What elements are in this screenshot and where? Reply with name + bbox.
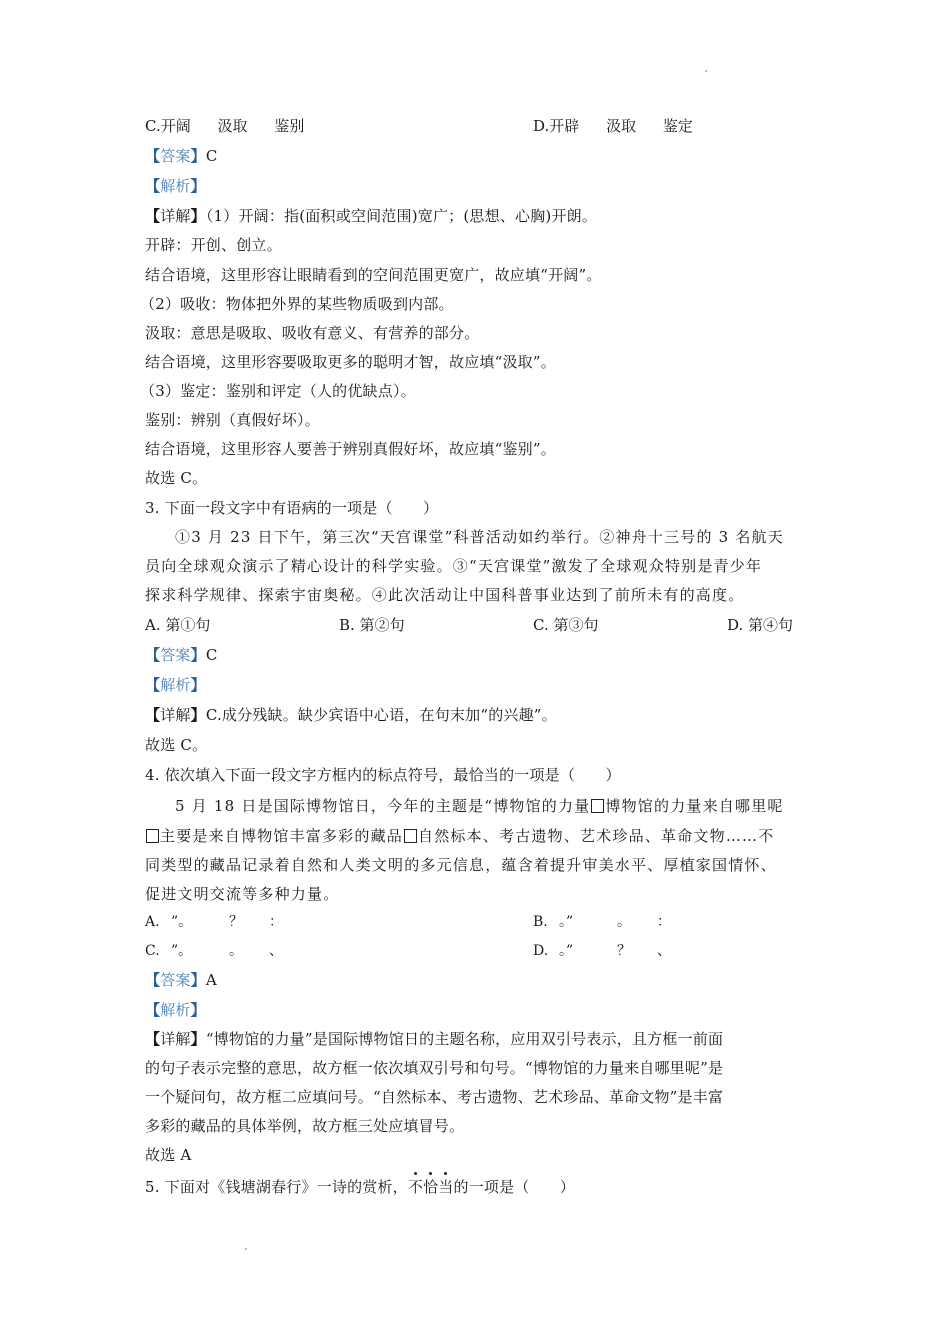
option-word: 汲取 [606, 117, 637, 135]
passage-line: 员向全球观众演示了精心设计的科学实验。③“天宫课堂”激发了全球观众特别是青少年 [145, 557, 763, 575]
option-word: 鉴别 [274, 117, 305, 135]
scan-mark [245, 1248, 247, 1250]
option-letter: C. [145, 943, 160, 959]
q3-option-a [145, 615, 210, 635]
q3-option-d [727, 615, 793, 635]
blank-box-1 [591, 799, 604, 813]
bracket: 【 [145, 676, 161, 694]
analysis-label-text: 解析 [160, 177, 191, 195]
q2-option-c [145, 116, 304, 136]
detail-line [145, 1029, 723, 1049]
passage-line: 探求科学规律、探索宇宙奥秘。④此次活动让中国科普事业达到了前所未有的高度。 [145, 586, 745, 604]
bracket: 】 [190, 147, 206, 165]
analysis-label [145, 176, 206, 196]
option-text: 第①句 [165, 616, 211, 634]
detail-text: 结合语境，这里形容人要善于辨别真假好坏，故应填“鉴别”。 [145, 440, 556, 458]
passage-line [175, 796, 784, 816]
option-text: 第③句 [553, 616, 599, 634]
option-punct: ： [269, 914, 283, 930]
option-punct: ”。 [171, 943, 193, 959]
q3-option-b [339, 615, 405, 635]
bracket: 】 [190, 1030, 206, 1048]
detail-text: “博物馆的力量”是国际博物馆日的主题名称，应用双引号表示，且方框一前面 [205, 1030, 724, 1048]
analysis-label-text: 解析 [160, 676, 191, 694]
analysis-label [145, 675, 206, 695]
conclusion-text: 故选 C。 [145, 469, 208, 487]
option-letter: C. [145, 117, 161, 135]
option-punct: ？ [229, 914, 243, 930]
option-word: 汲取 [217, 117, 248, 135]
option-letter: B. [533, 914, 548, 930]
option-letter: B. [339, 616, 355, 634]
option-punct: 。 [617, 914, 631, 930]
detail-text: 的句子表示完整的意思，故方框一依次填双引号和句号。“博物馆的力量来自哪里呢”是 [145, 1059, 724, 1077]
detail-text: C.成分残缺。缺少宾语中心语，在句末加“的兴趣”。 [205, 706, 557, 724]
question-stem: 3. 下面一段文字中有语病的一项是（ ） [145, 499, 439, 517]
option-punct: 、 [269, 943, 283, 959]
bracket: 【 [145, 1001, 161, 1019]
detail-text: 鉴别：辨别（真假好坏）。 [145, 411, 320, 429]
passage-line [145, 826, 774, 846]
bracket: 】 [190, 177, 206, 195]
answer-value: A [205, 971, 217, 989]
stem-text: 5. 下面对《钱塘湖春行》一诗的赏析， [145, 1178, 408, 1196]
option-punct: ？ [617, 943, 631, 959]
option-letter: D. [533, 943, 549, 959]
bracket: 】 [190, 971, 206, 989]
analysis-label-text: 解析 [160, 1001, 191, 1019]
bracket: 【 [145, 177, 161, 195]
option-punct: ”。 [171, 914, 193, 930]
detail-text: 一个疑问句，故方框二应填问号。“自然标本、考古遗物、艺术珍品、革命文物”是丰富 [145, 1088, 724, 1106]
answer-label-text: 答案 [160, 646, 191, 664]
blank-box-3 [404, 829, 417, 843]
bracket: 【 [145, 147, 161, 165]
detail-text: 多彩的藏品的具体举例，故方框三处应填冒号。 [145, 1117, 465, 1135]
answer-value: C [205, 646, 218, 664]
option-letter: D. [727, 616, 744, 634]
q4-option-b [533, 912, 671, 932]
option-text: 第④句 [748, 616, 794, 634]
option-punct: 。” [559, 943, 574, 959]
option-letter: A. [145, 914, 160, 930]
emphasis-char: 恰 [423, 1178, 439, 1196]
detail-text: 结合语境，这里形容要吸取更多的聪明才智，故应填“汲取”。 [145, 353, 556, 371]
passage-line: 促进文明交流等多种力量。 [145, 885, 340, 903]
option-punct: 。 [229, 943, 243, 959]
stem-text: 的一项是（ ） [453, 1178, 576, 1196]
bracket: 】 [190, 646, 206, 664]
detail-text: （3）鉴定：鉴别和评定（人的优缺点）。 [140, 382, 416, 400]
bracket: 【 [145, 971, 161, 989]
option-letter: A. [145, 616, 161, 634]
detail-text: （1）开阔：指(面积或空间范围)宽广；(思想、心胸)开朗。 [205, 207, 598, 225]
bracket: 】 [190, 207, 206, 225]
option-word: 开阔 [160, 117, 191, 135]
option-letter: D. [533, 117, 550, 135]
detail-text: （2）吸收：物体把外界的某些物质吸到内部。 [140, 295, 454, 313]
blank-box-2 [146, 829, 159, 843]
option-text: 第②句 [359, 616, 405, 634]
question-stem: 4. 依次填入下面一段文字方框内的标点符号，最恰当的一项是（ ） [145, 766, 621, 784]
passage-line: ①3 月 23 日下午，第三次“天宫课堂”科普活动如约举行。②神舟十三号的 3 名航天 [175, 528, 784, 546]
q4-option-d [533, 941, 671, 961]
option-punct: ： [657, 914, 671, 930]
q4-option-a [145, 912, 283, 932]
answer-label-text: 答案 [160, 147, 191, 165]
option-word: 鉴定 [662, 117, 693, 135]
passage-text: 博物馆的力量来自哪里呢 [605, 797, 784, 815]
detail-label-text: 详解 [160, 1030, 191, 1048]
detail-label-text: 详解 [160, 207, 191, 225]
option-punct: 、 [657, 943, 671, 959]
q2-option-d [533, 116, 693, 136]
conclusion-text: 故选 C。 [145, 736, 208, 754]
passage-text: 主要是来自博物馆丰富多彩的藏品 [160, 827, 404, 845]
option-letter: C. [533, 616, 549, 634]
bracket: 】 [190, 1001, 206, 1019]
passage-text: 5 月 18 日是国际博物馆日，今年的主题是“博物馆的力量 [175, 797, 591, 815]
answer-value: C [205, 147, 218, 165]
detail-text: 汲取：意思是吸取、吸收有意义、有营养的部分。 [145, 324, 480, 342]
passage-text: 自然标本、考古遗物、艺术珍品、革命文物……不 [418, 827, 775, 845]
detail-line [145, 206, 597, 226]
detail-text: 开辟：开创、创立。 [145, 236, 282, 254]
bracket: 【 [145, 706, 161, 724]
answer-label-text: 答案 [160, 971, 191, 989]
question-stem [145, 1177, 575, 1197]
option-word: 开辟 [549, 117, 580, 135]
detail-text: 结合语境，这里形容让眼睛看到的空间范围更宽广，故应填“开阔”。 [145, 266, 602, 284]
bracket: 】 [190, 676, 206, 694]
option-punct: 。” [559, 914, 574, 930]
detail-line [145, 705, 557, 725]
analysis-label [145, 1000, 206, 1020]
emphasis-char: 当 [438, 1178, 454, 1196]
passage-line: 同类型的藏品记录着自然和人类文明的多元信息，蕴含着提升审美水平、厚植家国情怀、 [145, 856, 777, 874]
detail-label-text: 详解 [160, 706, 191, 724]
scan-mark [705, 70, 707, 72]
emphasis-char: 不 [407, 1178, 424, 1196]
answer-label [145, 146, 218, 166]
conclusion-text: 故选 A [145, 1146, 192, 1164]
answer-label [145, 970, 217, 990]
answer-label [145, 645, 218, 665]
q4-option-c [145, 941, 283, 961]
bracket: 】 [190, 706, 206, 724]
q3-option-c [533, 615, 599, 635]
bracket: 【 [145, 1030, 161, 1048]
bracket: 【 [145, 207, 161, 225]
bracket: 【 [145, 646, 161, 664]
